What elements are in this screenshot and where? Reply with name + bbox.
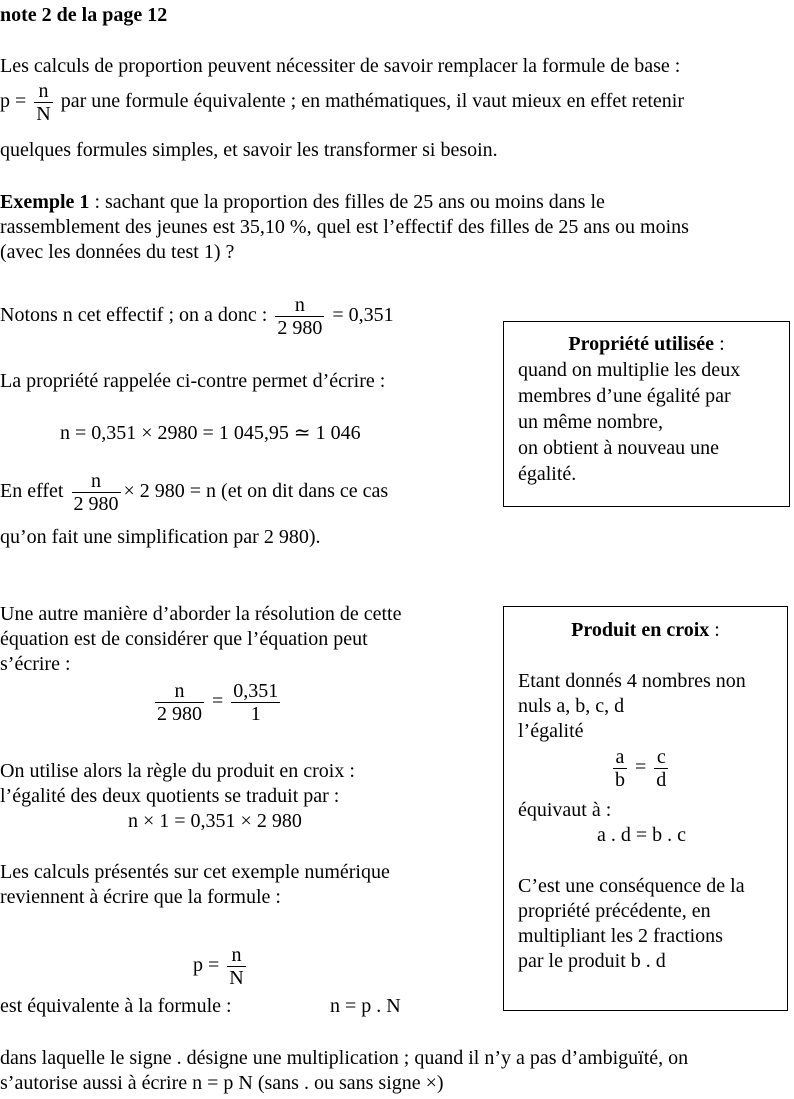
fraction-n-over-N — [227, 944, 245, 989]
step4-line-1 — [0, 470, 388, 515]
conclusion-line-1: Les calculs présentés sur cet exemple numérique — [0, 861, 390, 883]
step4-prefix: En effet — [0, 480, 64, 503]
conclusion-equiv-text: est équivalente à la formule : — [0, 995, 232, 1017]
fraction-0351-over-1 — [231, 680, 280, 725]
fraction-numerator: n — [72, 470, 121, 493]
cross-product-box-line: multipliant les 2 fractions — [518, 925, 723, 947]
intro-line-1: Les calculs de proportion peuvent nécessiter de savoir remplacer la formule de base : — [0, 55, 681, 77]
cross-product-fraction-equation — [610, 746, 671, 791]
cross-product-box-line: Etant donnés 4 nombres non — [518, 670, 746, 692]
footer-line-1: dans laquelle le signe . désigne une multiplication ; quand il n’y a pas d’ambiguïté, on — [0, 1047, 689, 1069]
property-box-title-text: Propriété utilisée — [568, 333, 715, 355]
method2-rule-line-2: l’égalité des deux quotients se traduit par : — [0, 785, 340, 807]
method2-line-3: s’écrire : — [0, 653, 71, 675]
step1-line — [0, 294, 394, 339]
fraction-numerator: n — [34, 80, 52, 103]
equals-sign: = — [212, 690, 224, 713]
fraction-numerator: c — [654, 746, 668, 769]
step4-rest: × 2 980 = n (et on dit dans ce cas — [123, 480, 389, 503]
property-box-line: membres d’une égalité par — [518, 385, 731, 407]
fraction-c-over-d — [654, 746, 668, 791]
formula-lhs: p = — [193, 954, 220, 977]
formula-lhs: p = — [0, 90, 27, 113]
intro-line-2 — [0, 80, 684, 125]
step4-line-2: qu’on fait une simplification par 2 980). — [0, 526, 321, 548]
equals-sign: = — [635, 756, 647, 779]
cross-product-box — [503, 606, 788, 1011]
footer-line-2: s’autorise aussi à écrire n = p N (sans . ou sans signe ×) — [0, 1072, 444, 1094]
method2-fraction-equation — [152, 680, 283, 725]
fraction-denominator: 2 980 — [73, 493, 119, 515]
fraction-denominator: N — [36, 103, 51, 125]
example-label: Exemple 1 — [0, 191, 90, 213]
cross-product-box-line: nuls a, b, c, d — [518, 695, 625, 717]
fraction-numerator: n — [155, 680, 204, 703]
property-box-title-suffix: : — [714, 333, 725, 355]
fraction-numerator: n — [227, 944, 245, 967]
fraction-denominator: b — [615, 769, 625, 791]
method2-rule-line-1: On utilise alors la règle du produit en croix : — [0, 760, 355, 782]
cross-product-box-line: par le produit b . d — [518, 950, 666, 972]
example-line-1 — [0, 189, 605, 215]
page-heading: note 2 de la page 12 — [0, 4, 168, 26]
conclusion-formula — [193, 944, 249, 989]
cross-product-box-line: C’est une conséquence de la — [518, 875, 745, 897]
example-text: : sachant que la proportion des filles de 25 ans ou moins dans le — [89, 191, 605, 213]
fraction-n-over-2980 — [72, 470, 121, 515]
example-line-3: (avec les données du test 1) ? — [0, 241, 235, 263]
method2-line-2: équation est de considérer que l’équation peut — [0, 628, 368, 650]
fraction-n-over-2980 — [155, 680, 204, 725]
cross-product-equiv-text: équivaut à : — [518, 799, 612, 821]
fraction-denominator: 1 — [250, 703, 261, 725]
example-line-2: rassemblement des jeunes est 35,10 %, quel est l’effectif des filles de 25 ans ou moins — [0, 216, 689, 238]
method2-rule-equation: n × 1 = 0,351 × 2 980 — [128, 810, 302, 832]
fraction-n-over-N — [34, 80, 52, 125]
fraction-n-over-2980 — [275, 294, 324, 339]
step2-line: La propriété rappelée ci-contre permet d’écrire : — [0, 370, 386, 392]
fraction-denominator: 2 980 — [157, 703, 202, 725]
property-box-line: on obtient à nouveau une — [518, 437, 720, 459]
property-box-line: un même nombre, — [518, 411, 663, 433]
cross-product-box-title-suffix: : — [709, 619, 720, 641]
property-box-title — [504, 331, 789, 357]
fraction-numerator: n — [275, 294, 324, 317]
property-box — [503, 321, 790, 507]
method2-line-1: Une autre manière d’aborder la résolution de cette — [0, 603, 402, 625]
conclusion-line-2: reviennent à écrire que la formule : — [0, 886, 281, 908]
cross-product-box-line: l’égalité — [518, 720, 584, 742]
step3-equation: n = 0,351 × 2980 = 1 045,95 ≃ 1 046 — [60, 422, 361, 444]
fraction-denominator: 2 980 — [277, 317, 323, 339]
cross-product-equiv-formula: a . d = b . c — [597, 824, 687, 846]
fraction-numerator: 0,351 — [233, 680, 279, 702]
step1-rhs: = 0,351 — [332, 304, 394, 327]
property-box-line: quand on multiplie les deux — [518, 359, 741, 381]
conclusion-equiv-formula: n = p . N — [330, 995, 401, 1017]
cross-product-box-title-text: Produit en croix — [571, 619, 710, 641]
fraction-denominator: N — [229, 967, 244, 989]
fraction-denominator: d — [656, 769, 667, 791]
intro-line-3: quelques formules simples, et savoir les transformer si besoin. — [0, 139, 498, 161]
step1-text: Notons n cet effectif ; on a donc : — [0, 304, 268, 327]
property-box-line: égalité. — [518, 463, 577, 485]
fraction-numerator: a — [613, 746, 627, 769]
cross-product-box-title — [504, 617, 787, 643]
intro-line-2-text: par une formule équivalente ; en mathématiques, il vaut mieux en effet retenir — [60, 90, 685, 113]
cross-product-box-line: propriété précédente, en — [518, 900, 711, 922]
fraction-a-over-b — [613, 746, 627, 791]
